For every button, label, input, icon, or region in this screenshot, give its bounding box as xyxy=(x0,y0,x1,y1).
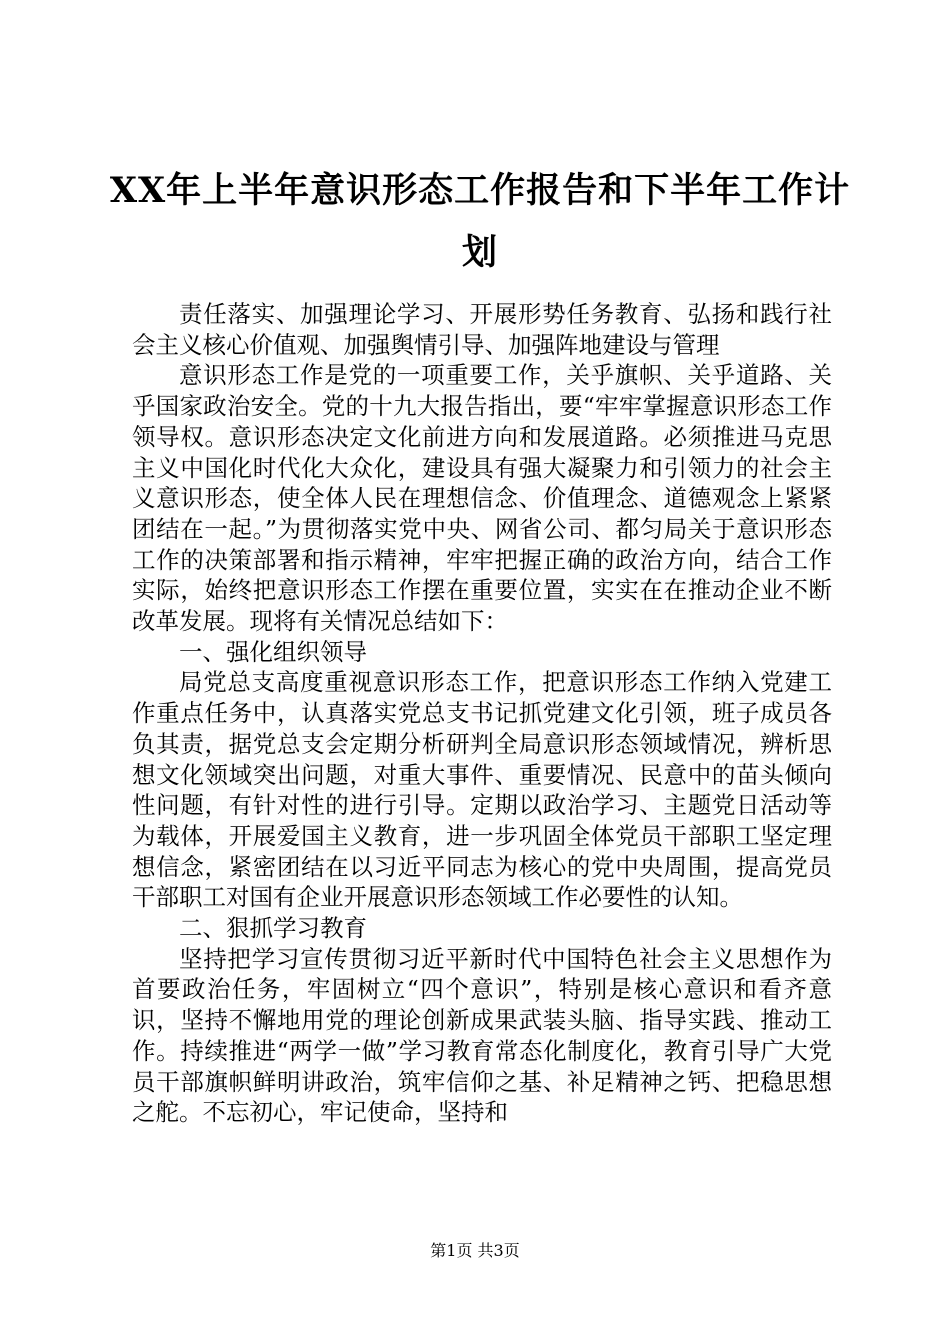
document-body xyxy=(132,299,832,1128)
paragraph-section-2: 坚持把学习宣传贯彻习近平新时代中国特色社会主义思想作为首要政治任务，牢固树立“四个意识”，特别是核心意识和看齐意识，坚持不懈地用党的理论创新成果武装头脑、指导实践、推动工作。持续推进“两学一做”学习教育常态化制度化，教育引导广大党员干部旗帜鲜明讲政治，筑牢信仰之基、补足精神之钙、把稳思想之舵。不忘初心，牢记使命，坚持和 xyxy=(132,944,832,1127)
paragraph-summary: 责任落实、加强理论学习、开展形势任务教育、弘扬和践行社会主义核心价值观、加强舆情引导、加强阵地建设与管理 xyxy=(132,300,832,359)
paragraph-intro: 意识形态工作是党的一项重要工作，关乎旗帜、关乎道路、关乎国家政治安全。党的十九大报告指出，要“牢牢掌握意识形态工作领导权。意识形态决定文化前进方向和发展道路。必须推进马克思主义中国化时代化大众化，建设具有强大凝聚力和引领力的社会主义意识形态，使全体人民在理想信念、价值理念、道德观念上紧紧团结在一起。”为贯彻落实党中央、网省公司、都匀局关于意识形态工作的决策部署和指示精神，牢牢把握正确的政治方向，结合工作实际，始终把意识形态工作摆在重要位置，实实在在推动企业不断改革发展。现将有关情况总结如下： xyxy=(132,361,832,636)
page-number-footer: 第1页 共3页 xyxy=(430,1241,520,1260)
document-title: XX年上半年意识形态工作报告和下半年工作计划 xyxy=(109,170,851,273)
section-heading-1: 一、强化组织领导 xyxy=(179,637,367,666)
section-heading-2: 二、狠抓学习教育 xyxy=(179,914,367,943)
paragraph-section-1: 局党总支高度重视意识形态工作，把意识形态工作纳入党建工作重点任务中，认真落实党总支书记抓党建文化引领，班子成员各负其责，据党总支会定期分析研判全局意识形态领域情况，辨析思想文化领域突出问题，对重大事件、重要情况、民意中的苗头倾向性问题，有针对性的进行引导。定期以政治学习、主题党日活动等为载体，开展爱国主义教育，进一步巩固全体党员干部职工坚定理想信念，紧密团结在以习近平同志为核心的党中央周围，提高党员干部职工对国有企业开展意识形态领域工作必要性的认知。 xyxy=(132,668,832,912)
